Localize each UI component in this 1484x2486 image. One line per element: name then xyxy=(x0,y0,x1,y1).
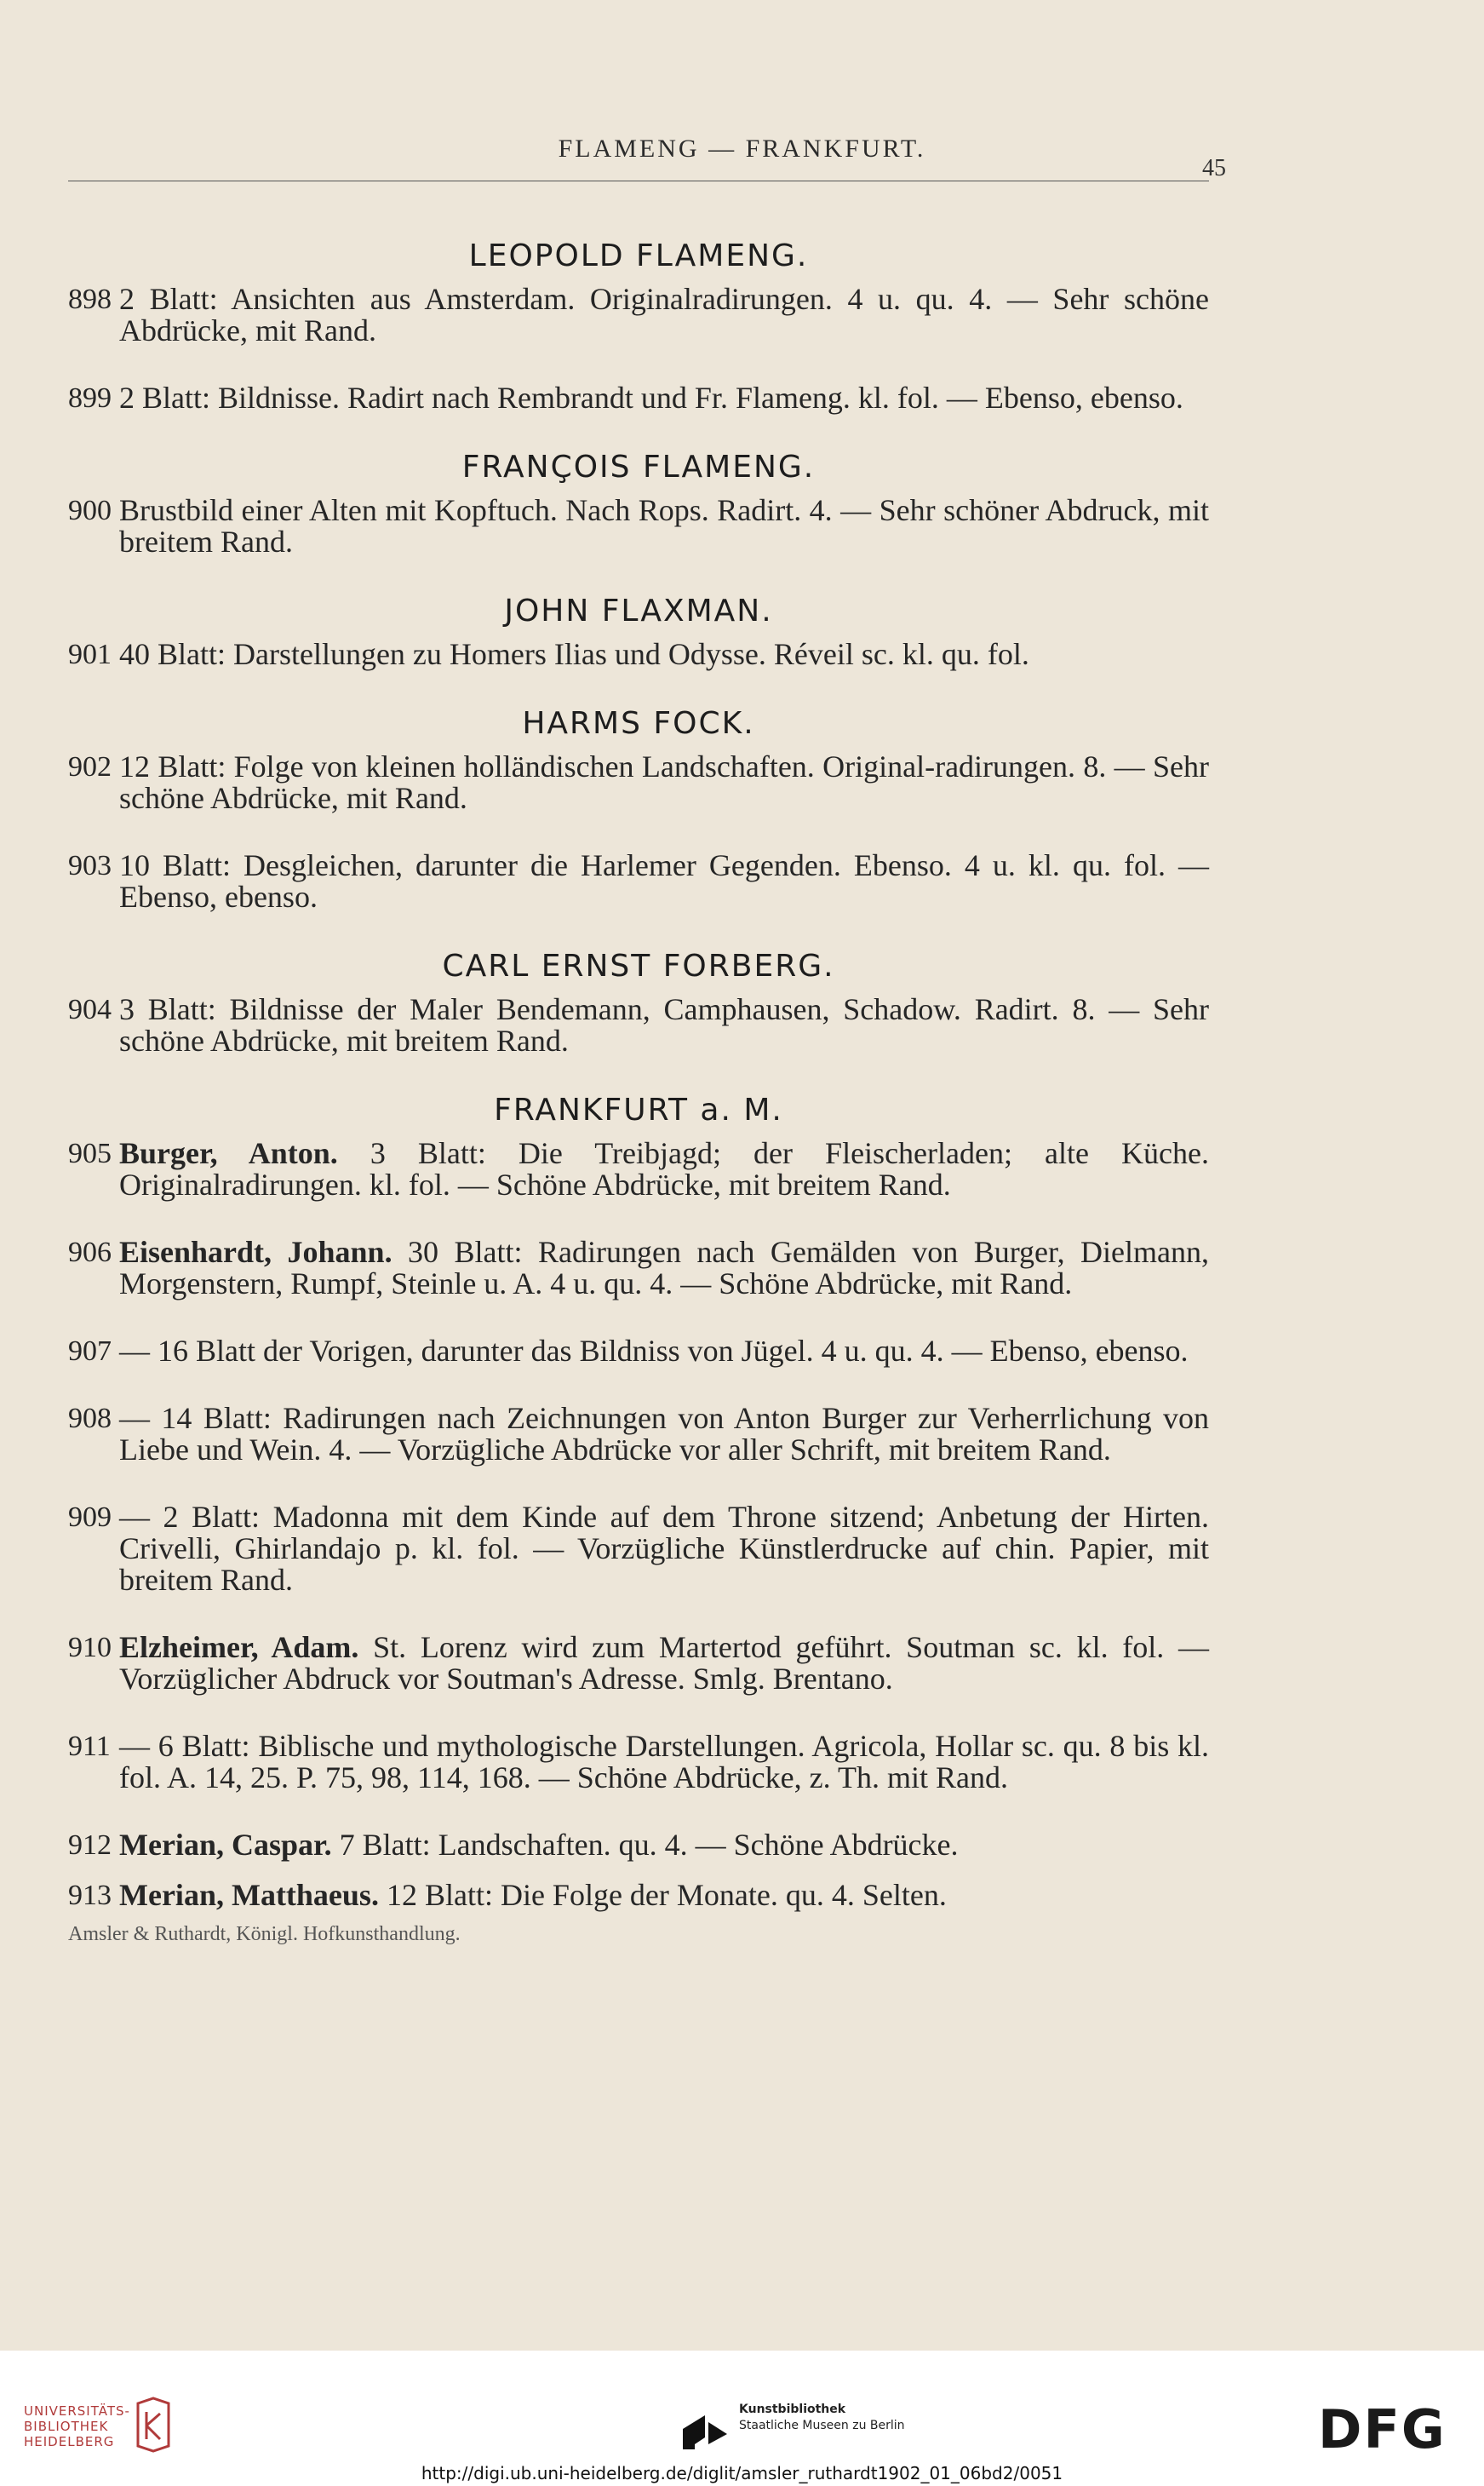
catalogue-entry xyxy=(68,1237,1209,1300)
entry-number: 903 xyxy=(68,850,112,881)
section-title: HARMS FOCK. xyxy=(522,706,755,741)
entry-text: — 6 Blatt: Biblische und mythologische Darstellungen. Agricola, Hollar sc. qu. 8 bis kl. fol. A. 14, 25. P. 75, 98, 114, 168. — Schöne Abdrücke, z. Th. mit Rand. xyxy=(119,1729,1209,1794)
catalogue-entry xyxy=(68,1829,1209,1861)
entry-text: — 16 Blatt der Vorigen, darunter das Bildniss von Jügel. 4 u. qu. 4. — Ebenso, ebenso. xyxy=(119,1334,1189,1368)
catalogue-entry xyxy=(68,850,1209,913)
section-title: CARL ERNST FORBERG. xyxy=(442,949,835,984)
catalogue-entry xyxy=(68,284,1209,347)
entry-number: 910 xyxy=(68,1632,112,1663)
section-title: FRANKFURT a. M. xyxy=(494,1093,783,1128)
page-number: 45 xyxy=(1202,155,1226,181)
artist-name: Merian, Caspar. xyxy=(119,1828,332,1862)
catalogue-entry xyxy=(68,1501,1209,1596)
catalogue-entry xyxy=(68,1335,1209,1367)
entry-text: St. Lorenz wird zum Martertod geführt. Soutman sc. kl. fol. — Vorzüglicher Abdruck vor Soutman's Adresse. Smlg. Brentano. xyxy=(119,1630,1210,1696)
entry-text: Brustbild einer Alten mit Kopftuch. Nach Rops. Radirt. 4. — Sehr schöner Abdruck, mit breitem Rand. xyxy=(119,493,1209,559)
catalogue-entry xyxy=(68,1632,1209,1695)
entry-number: 911 xyxy=(68,1731,111,1762)
entry-text: 7 Blatt: Landschaften. qu. 4. — Schöne Abdrücke. xyxy=(339,1828,959,1862)
entry-number: 899 xyxy=(68,382,112,414)
entry-number: 909 xyxy=(68,1501,112,1533)
catalogue-entry xyxy=(68,495,1209,558)
entry-text: 12 Blatt: Folge von kleinen holländischen Landschaften. Original-radirungen. 8. — Sehr schöne Abdrücke, mit Rand. xyxy=(119,749,1209,815)
entry-text: 10 Blatt: Desgleichen, darunter die Harlemer Gegenden. Ebenso. 4 u. kl. qu. fol. — Ebenso, ebenso. xyxy=(119,848,1209,914)
catalogue-entry xyxy=(68,994,1209,1057)
permalink-url[interactable]: http://digi.ub.uni-heidelberg.de/diglit/amsler_ruthardt1902_01_06bd2/0051 xyxy=(421,2463,1063,2483)
catalogue-entry xyxy=(68,1403,1209,1466)
entry-text: 3 Blatt: Bildnisse der Maler Bendemann, Camphausen, Schadow. Radirt. 8. — Sehr schöne Abdrücke, mit breitem Rand. xyxy=(119,992,1209,1058)
digitization-footer xyxy=(0,2351,1484,2486)
entry-text: — 14 Blatt: Radirungen nach Zeichnungen von Anton Burger zur Verherrlichung von Liebe und Wein. 4. — Vorzügliche Abdrücke vor aller Schrift, mit breitem Rand. xyxy=(119,1401,1209,1467)
publisher-imprint: Amsler & Ruthardt, Königl. Hofkunsthandlung. xyxy=(68,1923,461,1945)
university-line: HEIDELBERG xyxy=(24,2434,115,2449)
section-title: JOHN FLAXMAN. xyxy=(504,594,773,629)
kunstbibliothek-label xyxy=(739,2402,905,2434)
entry-text: 12 Blatt: Die Folge der Monate. qu. 4. Selten. xyxy=(386,1878,947,1912)
section-title: LEOPOLD FLAMENG. xyxy=(468,238,809,273)
entry-number: 904 xyxy=(68,994,112,1025)
entry-number: 913 xyxy=(68,1880,112,1911)
entry-number: 901 xyxy=(68,639,112,670)
section-title: FRANÇOIS FLAMENG. xyxy=(461,450,816,485)
artist-name: Elzheimer, Adam. xyxy=(119,1630,359,1664)
entry-text: 40 Blatt: Darstellungen zu Homers Ilias und Odysse. Réveil sc. kl. qu. fol. xyxy=(119,637,1029,671)
running-title: FLAMENG — FRANKFURT. xyxy=(558,135,926,163)
kb-title: Kunstbibliothek xyxy=(739,2403,846,2416)
catalogue-entry xyxy=(68,1880,1209,1911)
catalogue-entry xyxy=(68,1138,1209,1201)
entry-number: 905 xyxy=(68,1138,112,1169)
entry-text: 30 Blatt: Radirungen nach Gemälden von Burger, Dielmann, Morgenstern, Rumpf, Steinle u. A. 4 u. qu. 4. — Schöne Abdrücke, mit Rand. xyxy=(119,1235,1210,1300)
university-line: BIBLIOTHEK xyxy=(24,2419,109,2434)
catalogue-entry xyxy=(68,382,1209,414)
university-library-name xyxy=(24,2403,130,2449)
university-line: UNIVERSITÄTS- xyxy=(24,2403,130,2419)
catalogue-entry xyxy=(68,639,1209,670)
entry-number: 908 xyxy=(68,1403,112,1434)
catalogue-entry xyxy=(68,1731,1209,1794)
entry-number: 907 xyxy=(68,1335,112,1367)
kunstbibliothek-logo-icon xyxy=(679,2403,731,2454)
artist-name: Burger, Anton. xyxy=(119,1136,338,1170)
entry-text: — 2 Blatt: Madonna mit dem Kinde auf dem Throne sitzend; Anbetung der Hirten. Crivelli, Ghirlandajo p. kl. fol. — Vorzügliche Künstlerdrucke auf chin. Papier, mit breitem Rand. xyxy=(119,1500,1209,1597)
artist-name: Eisenhardt, Johann. xyxy=(119,1235,392,1269)
entry-number: 906 xyxy=(68,1237,112,1268)
entry-number: 898 xyxy=(68,284,112,315)
heidelberg-logo-icon xyxy=(135,2397,172,2453)
dfg-logo: DFG xyxy=(1318,2398,1447,2460)
entry-text: 2 Blatt: Bildnisse. Radirt nach Rembrandt und Fr. Flameng. kl. fol. — Ebenso, ebenso. xyxy=(119,381,1183,415)
entry-text: 3 Blatt: Die Treibjagd; der Fleischerladen; alte Küche. Originalradirungen. kl. fol. — Schöne Abdrücke, mit breitem Rand. xyxy=(119,1136,1209,1202)
entry-text: 2 Blatt: Ansichten aus Amsterdam. Originalradirungen. 4 u. qu. 4. — Sehr schöne Abdrücke, mit Rand. xyxy=(119,282,1209,347)
artist-name: Merian, Matthaeus. xyxy=(119,1878,379,1912)
entry-number: 900 xyxy=(68,495,112,526)
catalogue-entry xyxy=(68,751,1209,814)
kb-subtitle: Staatliche Museen zu Berlin xyxy=(739,2419,905,2432)
entry-number: 912 xyxy=(68,1829,112,1861)
catalogue-content xyxy=(68,223,1209,1946)
entry-number: 902 xyxy=(68,751,112,783)
